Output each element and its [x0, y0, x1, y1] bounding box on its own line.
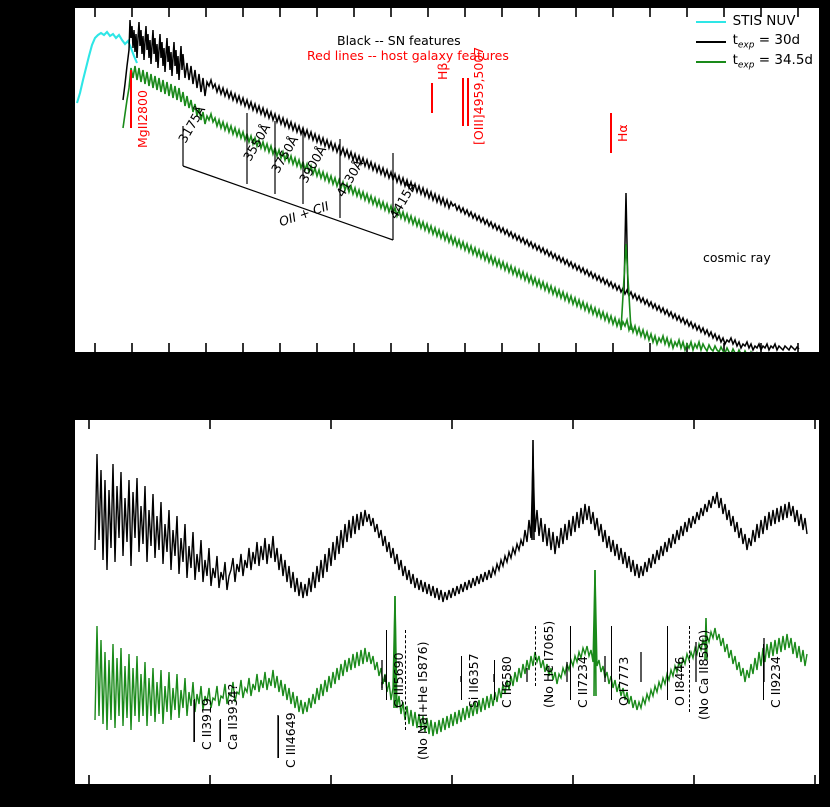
label-cii7234: C II7234: [575, 656, 590, 708]
tick-cii3919: [194, 699, 195, 742]
tick-siii6357: [461, 656, 462, 700]
label-cii9234: C II9234: [768, 656, 783, 708]
label-cosmic-ray: cosmic ray: [703, 250, 771, 265]
tick-no-nai-hei5876: [405, 630, 407, 730]
legend-label-345d: $t_{exp} = 34.5d$: [732, 51, 813, 71]
note-red-features: Red lines -- host galaxy features: [307, 48, 509, 63]
label-cii6580: C II6580: [499, 656, 514, 708]
label-3550: 3550Å: [240, 121, 274, 164]
label-ciii4649: C III4649: [283, 712, 298, 768]
label-caii3934: Ca II3934?: [225, 683, 240, 750]
note-black-features: Black -- SN features: [337, 33, 461, 48]
tick-caii3934: [220, 719, 221, 742]
label-hbeta: Hβ: [435, 62, 450, 80]
label-4130: 4130Å: [333, 157, 367, 200]
label-3750: 3750Å: [268, 133, 302, 176]
tick-ciii5690: [386, 630, 387, 700]
legend-swatch-stis: [696, 21, 726, 23]
label-no-caii8500: (No Ca II8500): [696, 629, 711, 720]
label-oi7773: O I7773: [616, 656, 631, 706]
legend-entry-30d: [696, 32, 813, 52]
tick-cii9234: [763, 644, 764, 700]
redline-halpha: [610, 113, 612, 153]
label-3175: 3175Å: [175, 103, 209, 146]
redline-hbeta: [431, 83, 433, 113]
bottom-spectrum-panel: [73, 418, 821, 786]
tick-cii7234: [570, 626, 571, 700]
tick-cii6580: [494, 660, 495, 700]
label-4415: 4415Å: [386, 179, 420, 222]
redline-mgii2800: [130, 70, 132, 128]
label-halpha: Hα: [615, 124, 630, 142]
redline-oiii-4959: [462, 78, 464, 126]
tick-oi7773: [611, 626, 612, 700]
bottom-panel-plot: [75, 420, 819, 784]
tick-oi8446: [667, 626, 668, 700]
legend-swatch-345d: [696, 61, 726, 63]
tick-no-caii8500: [689, 626, 691, 712]
label-cii3919: C II3919: [199, 698, 214, 750]
legend-label-30d: $t_{exp} = 30d$: [732, 31, 801, 51]
tick-no-hei7065: [535, 626, 537, 686]
label-no-hei7065: (No He I7065): [541, 620, 556, 708]
label-ciii5690: C III5690: [391, 652, 406, 708]
label-oi8446: O I8446: [672, 656, 687, 706]
legend-label-stis: STIS NUV: [732, 13, 796, 30]
legend-swatch-30d: [696, 41, 726, 43]
label-siii6357: Si II6357: [466, 653, 481, 708]
tick-ciii4649: [278, 716, 279, 758]
label-mgii2800: MgII2800: [135, 90, 150, 148]
label-no-nai-hei5876: (No NaI+He I5876): [415, 641, 430, 760]
label-oiii: [OIII]4959,5007: [471, 46, 486, 145]
top-spectrum-panel: [73, 6, 821, 354]
label-3900: 3900Å: [296, 143, 330, 186]
label-oii-cii: OII + CII: [277, 198, 331, 230]
redline-oiii-5007: [467, 78, 469, 126]
legend-entry-stis: [696, 12, 813, 32]
legend: [696, 12, 813, 72]
legend-entry-345d: [696, 52, 813, 72]
